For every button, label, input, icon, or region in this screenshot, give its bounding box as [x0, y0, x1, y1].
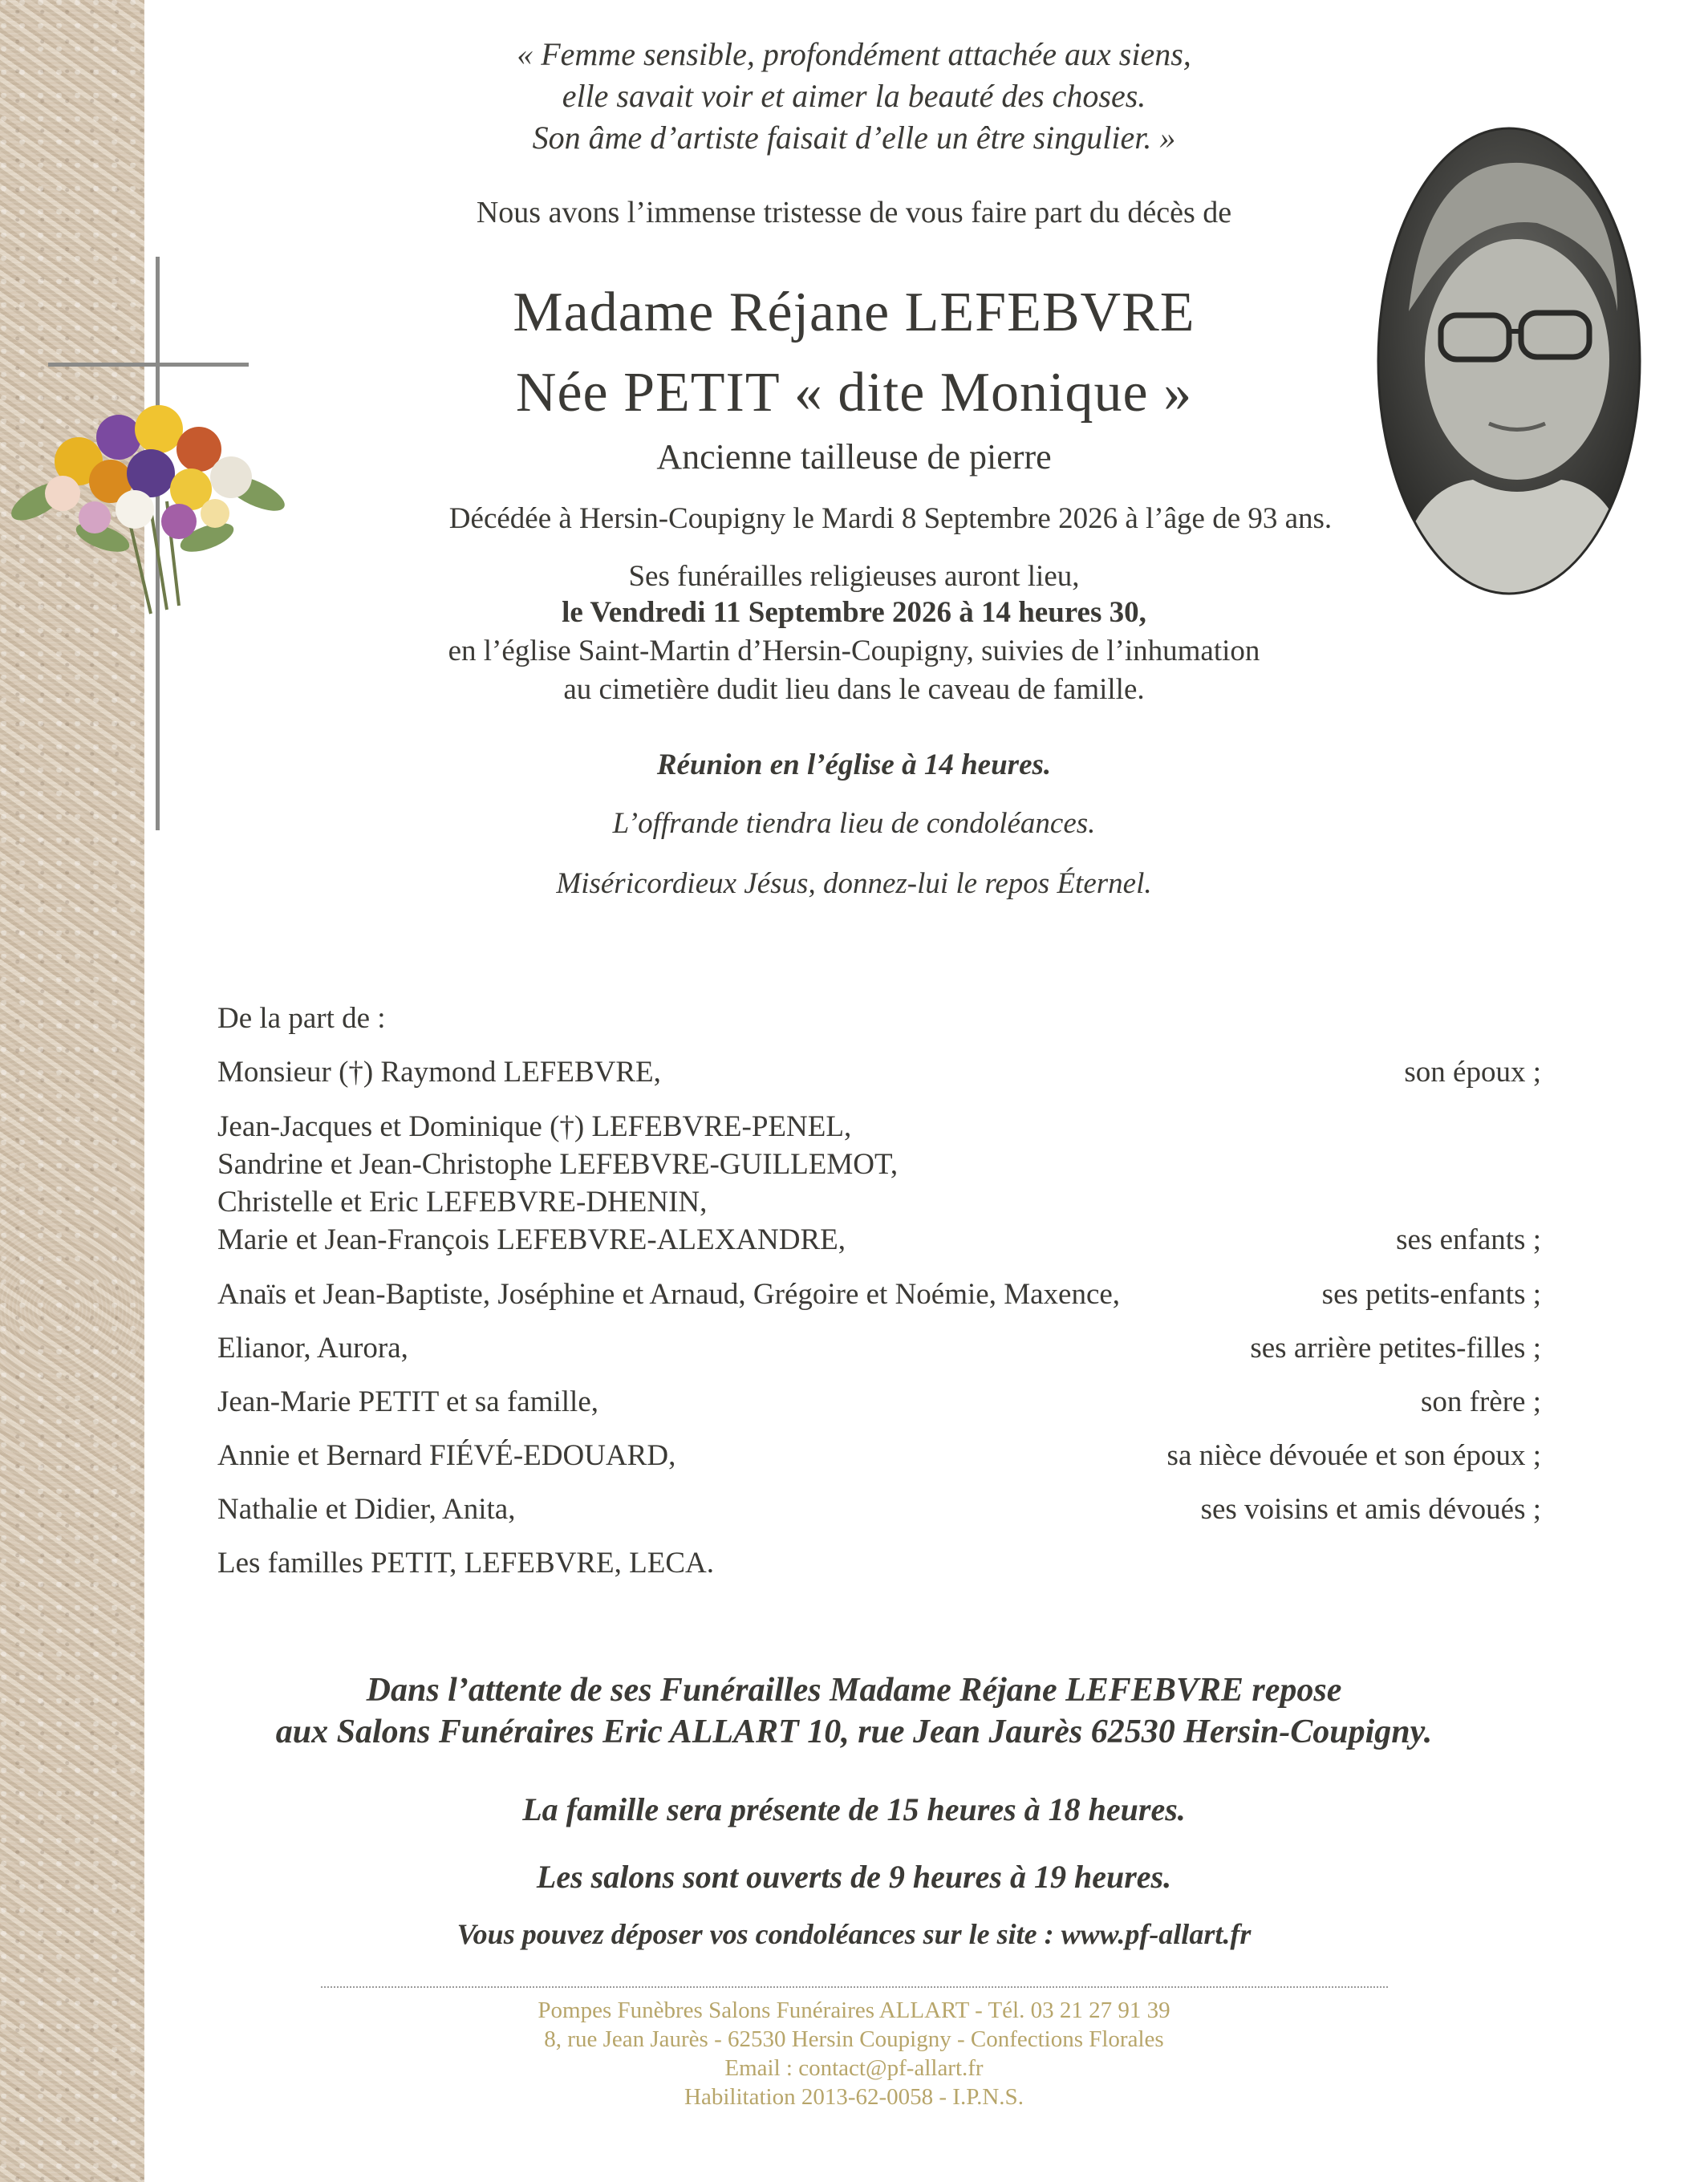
family-relation: ses petits-enfants ; — [1321, 1278, 1541, 1311]
quote-line: Son âme d’artiste faisait d’elle un être singulier. » — [532, 120, 1176, 156]
family-relation: ses voisins et amis dévoués ; — [1200, 1493, 1541, 1526]
quote — [0, 34, 1708, 159]
family-names: Anaïs et Jean-Baptiste, Joséphine et Arnaud, Grégoire et Noémie, Maxence, — [217, 1278, 1121, 1311]
condolences-website: Vous pouvez déposer vos condoléances sur le site : www.pf-allart.fr — [456, 1918, 1252, 1950]
deceased-name: Madame Réjane LEFEBVRE — [513, 282, 1195, 343]
family-relation: sa nièce dévouée et son époux ; — [1166, 1439, 1541, 1472]
deceased-profession: Ancienne tailleuse de pierre — [656, 437, 1052, 477]
from-title: De la part de : — [217, 1002, 386, 1035]
announcement-intro: Nous avons l’immense tristesse de vous faire part du décès de — [476, 196, 1232, 229]
funeral-line: au cimetière dudit lieu dans le caveau de famille. — [563, 673, 1145, 706]
church-meeting: Réunion en l’église à 14 heures. — [656, 748, 1052, 781]
family-names: Les familles PETIT, LEFEBVRE, LECA. — [217, 1547, 714, 1580]
footer-company: Pompes Funèbres Salons Funéraires ALLART - Tél. 03 21 27 91 39 — [538, 1997, 1170, 2023]
footer-divider — [321, 1986, 1388, 1988]
funeral-line: Ses funérailles religieuses auront lieu, — [628, 560, 1080, 593]
family-names: Sandrine et Jean-Christophe LEFEBVRE-GUILLEMOT, — [217, 1148, 899, 1181]
family-relation: ses arrière petites-filles ; — [1250, 1332, 1541, 1365]
footer-email: Email : contact@pf-allart.fr — [724, 2055, 984, 2081]
footer-address: 8, rue Jean Jaurès - 62530 Hersin Coupigny - Confections Florales — [544, 2026, 1164, 2052]
family-names: Annie et Bernard FIÉVÉ-EDOUARD, — [217, 1439, 676, 1472]
quote-line: « Femme sensible, profondément attachée aux siens, — [517, 36, 1191, 72]
footer-license: Habilitation 2013-62-0058 - I.P.N.S. — [684, 2084, 1024, 2110]
funeral-date: le Vendredi 11 Septembre 2026 à 14 heures 30, — [562, 596, 1146, 629]
family-names: Christelle et Eric LEFEBVRE-DHENIN, — [217, 1186, 708, 1219]
offering-note: L’offrande tiendra lieu de condoléances. — [612, 807, 1096, 840]
death-details: Décédée à Hersin-Coupigny le Mardi 8 Septembre 2026 à l’âge de 93 ans. — [448, 502, 1333, 535]
funeral-line: en l’église Saint-Martin d’Hersin-Coupigny, suivies de l’inhumation — [448, 635, 1260, 667]
family-names: Jean-Jacques et Dominique (†) LEFEBVRE-PENEL, — [217, 1110, 852, 1143]
family-names: Jean-Marie PETIT et sa famille, — [217, 1385, 599, 1418]
family-names: Monsieur (†) Raymond LEFEBVRE, — [217, 1056, 661, 1089]
family-relation: son époux ; — [1404, 1056, 1541, 1089]
family-presence-hours: La famille sera présente de 15 heures à 18 heures. — [522, 1791, 1186, 1827]
prayer: Miséricordieux Jésus, donnez-lui le repos Éternel. — [556, 867, 1152, 900]
family-names: Nathalie et Didier, Anita, — [217, 1493, 516, 1526]
repose-line: Dans l’attente de ses Funérailles Madame Réjane LEFEBVRE repose — [366, 1672, 1342, 1709]
deceased-maiden-name: Née PETIT « dite Monique » — [515, 362, 1193, 424]
family-relation: ses enfants ; — [1396, 1223, 1541, 1256]
salon-opening-hours: Les salons sont ouverts de 9 heures à 19 heures. — [536, 1859, 1172, 1895]
repose-address: aux Salons Funéraires Eric ALLART 10, rue Jean Jaurès 62530 Hersin-Coupigny. — [275, 1714, 1433, 1750]
family-names: Elianor, Aurora, — [217, 1332, 408, 1365]
family-names: Marie et Jean-François LEFEBVRE-ALEXANDRE, — [217, 1223, 846, 1256]
family-relation: son frère ; — [1421, 1385, 1541, 1418]
quote-line: elle savait voir et aimer la beauté des choses. — [562, 78, 1146, 114]
